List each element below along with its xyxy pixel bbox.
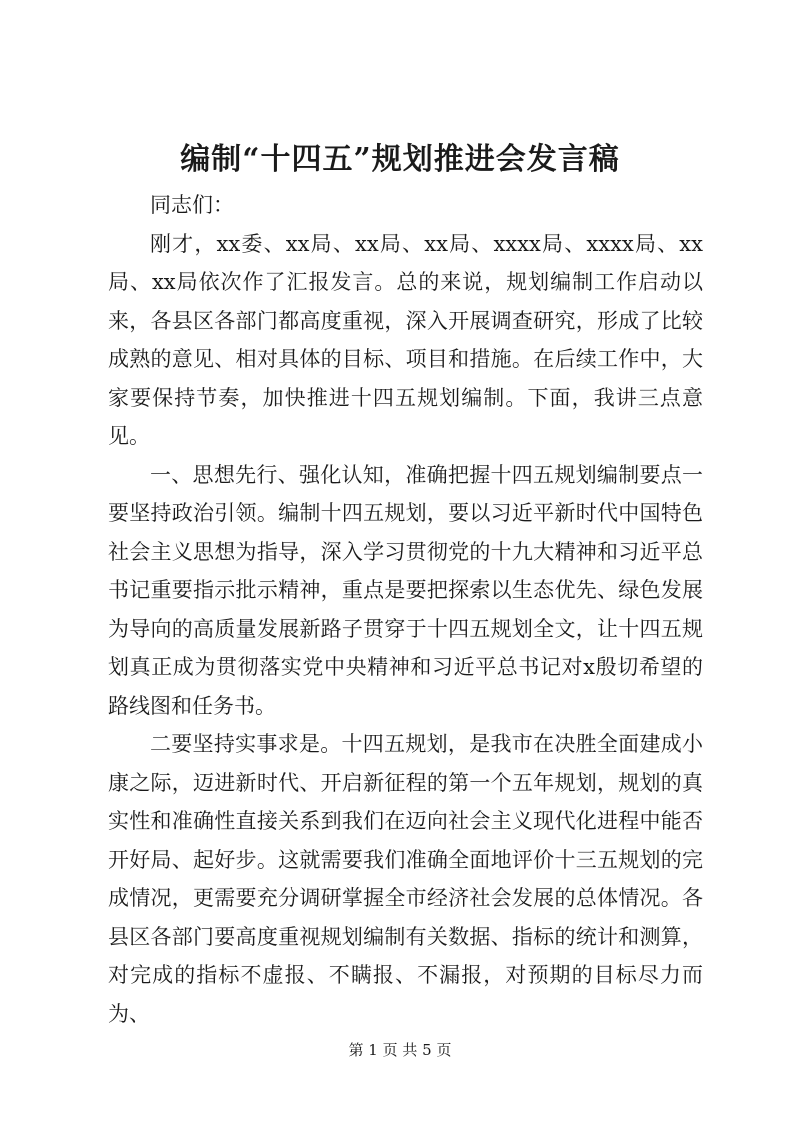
paragraph-section-two: 二要坚持实事求是。十四五规划，是我市在决胜全面建成小康之际，迈进新时代、开启新征程的第一个五年规划，规划的真实性和准确性直接关系到我们在迈向社会主义现代化进程中能否开好局、起好步。这就需要我们准确全面地评价十三五规划的完成情况，更需要充分调研掌握全市经济社会发展的总体情况。各县区各部门要高度重视规划编制有关数据、指标的统计和测算，对完成的指标不虚报、不瞒报、不漏报，对预期的目标尽力而为、 (108, 732, 703, 1026)
paragraph-section-one: 一、思想先行、强化认知，准确把握十四五规划编制要点一要坚持政治引领。编制十四五规划，要以习近平新时代中国特色社会主义思想为指导，深入学习贯彻党的十九大精神和习近平总书记重要指示批示精神，重点是要把探索以生态优先、绿色发展为导向的高质量发展新路子贯穿于十四五规划全文，让十四五规划真正成为贯彻落实党中央精神和习近平总书记对x殷切希望的路线图和任务书。 (108, 462, 703, 718)
paragraph-intro: 刚才，xx委、xx局、xx局、xx局、xxxx局、xxxx局、xx局、xx局依次作了汇报发言。总的来说，规划编制工作启动以来，各县区各部门都高度重视，深入开展调查研究，形成了比较成熟的意见、相对具体的目标、项目和措施。在后续工作中，大家要保持节奏，加快推进十四五规划编制。下面，我讲三点意见。 (108, 231, 703, 448)
page-number-footer: 第 1 页 共 5 页 (348, 1041, 452, 1059)
salutation: 同志们： (150, 193, 234, 217)
document-title: 编制“十四五”规划推进会发言稿 (180, 142, 620, 177)
document-body (108, 186, 703, 1033)
